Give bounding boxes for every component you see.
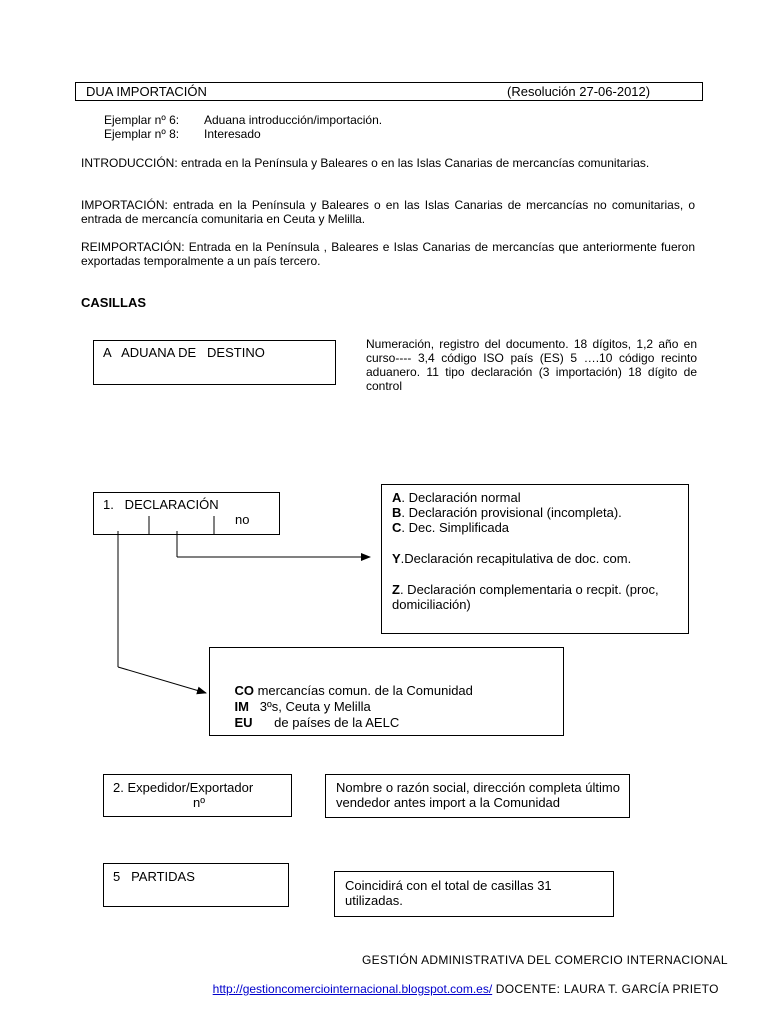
aduana-note: Numeración, registro del documento. 18 dígitos, 1,2 año en curso---- 3,4 código ISO país (ES) 5 ….10 código recinto aduanero. 11 tipo declaración (3 importación) 18 dígito de control [366,337,697,393]
expedidor-box [103,774,292,817]
copy-6-value: Aduana introducción/importación. [204,113,383,127]
footer-line [206,968,719,996]
partidas-note: Coincidirá con el total de casillas 31 utilizadas. [345,878,552,908]
partidas-note-box [334,871,614,917]
paragraph-introduccion: INTRODUCCIÓN: entrada en la Península y Baleares o en las Islas Canarias de mercancías comunitarias. [81,156,650,170]
document-title: DUA IMPORTACIÓN [86,84,207,99]
footer-teacher: DOCENTE: LAURA T. GARCÍA PRIETO [492,982,719,996]
resolution-date: (Resolución 27-06-2012) [507,84,651,99]
type-y-text: .Declaración recapitulativa de doc. com. [400,551,632,566]
origin-eu-text: de países de la AELC [252,715,400,730]
origin-eu-code: EU [234,715,253,730]
type-a-text: . Declaración normal [401,490,521,505]
arrow-to-origins [118,667,206,693]
type-c-code: C [392,520,402,535]
footer-blog-link[interactable]: http://gestioncomerciointernacional.blogspot.com.es/ [212,982,493,996]
copy-8-value: Interesado [204,127,261,141]
type-b-code: B [392,505,402,520]
declaracion-label: 1. DECLARACIÓN [103,497,219,512]
origin-co-code: CO [234,683,254,698]
casillas-heading: CASILLAS [81,295,146,310]
type-c-text: . Dec. Simplificada [401,520,510,535]
origin-co-text: mercancías comun. de la Comunidad [253,683,473,698]
footer-title: GESTIÓN ADMINISTRATIVA DEL COMERCIO INTERNACIONAL [362,953,728,967]
partidas-box [103,863,289,907]
copy-6-label: Ejemplar nº 6: [104,113,180,127]
partidas-label: 5 PARTIDAS [113,869,195,884]
type-a-code: A [392,490,402,505]
type-z-code: Z [392,582,400,597]
paragraph-reimportacion: REIMPORTACIÓN: Entrada en la Península , Baleares e Islas Canarias de mercancías que anteriormente fueron exportadas temporalmente a un país tercero. [81,240,695,268]
type-b-text: . Declaración provisional (incompleta). [401,505,622,520]
type-y-code: Y [392,551,401,566]
origin-im-code: IM [234,699,249,714]
declaracion-sublabel: no [235,512,250,527]
copy-8-label: Ejemplar nº 8: [104,127,180,141]
expedidor-note: Nombre o razón social, dirección completa último vendedor antes import a la Comunidad [336,780,620,810]
type-z-text: . Declaración complementaria o recpit. (proc, domiciliación) [392,582,659,612]
expedidor-note-box [325,774,630,818]
expedidor-label: 2. Expedidor/Exportador [113,780,254,795]
expedidor-sublabel: nº [193,795,205,810]
aduana-label: A ADUANA DE DESTINO [103,345,265,360]
paragraph-importacion: IMPORTACIÓN: entrada en la Península y Baleares o en las Islas Canarias de mercancías no comunitarias, o entrada de mercancía comunitaria en Ceuta y Melilla. [81,198,695,226]
origin-im-text: 3ºs, Ceuta y Melilla [248,699,371,714]
